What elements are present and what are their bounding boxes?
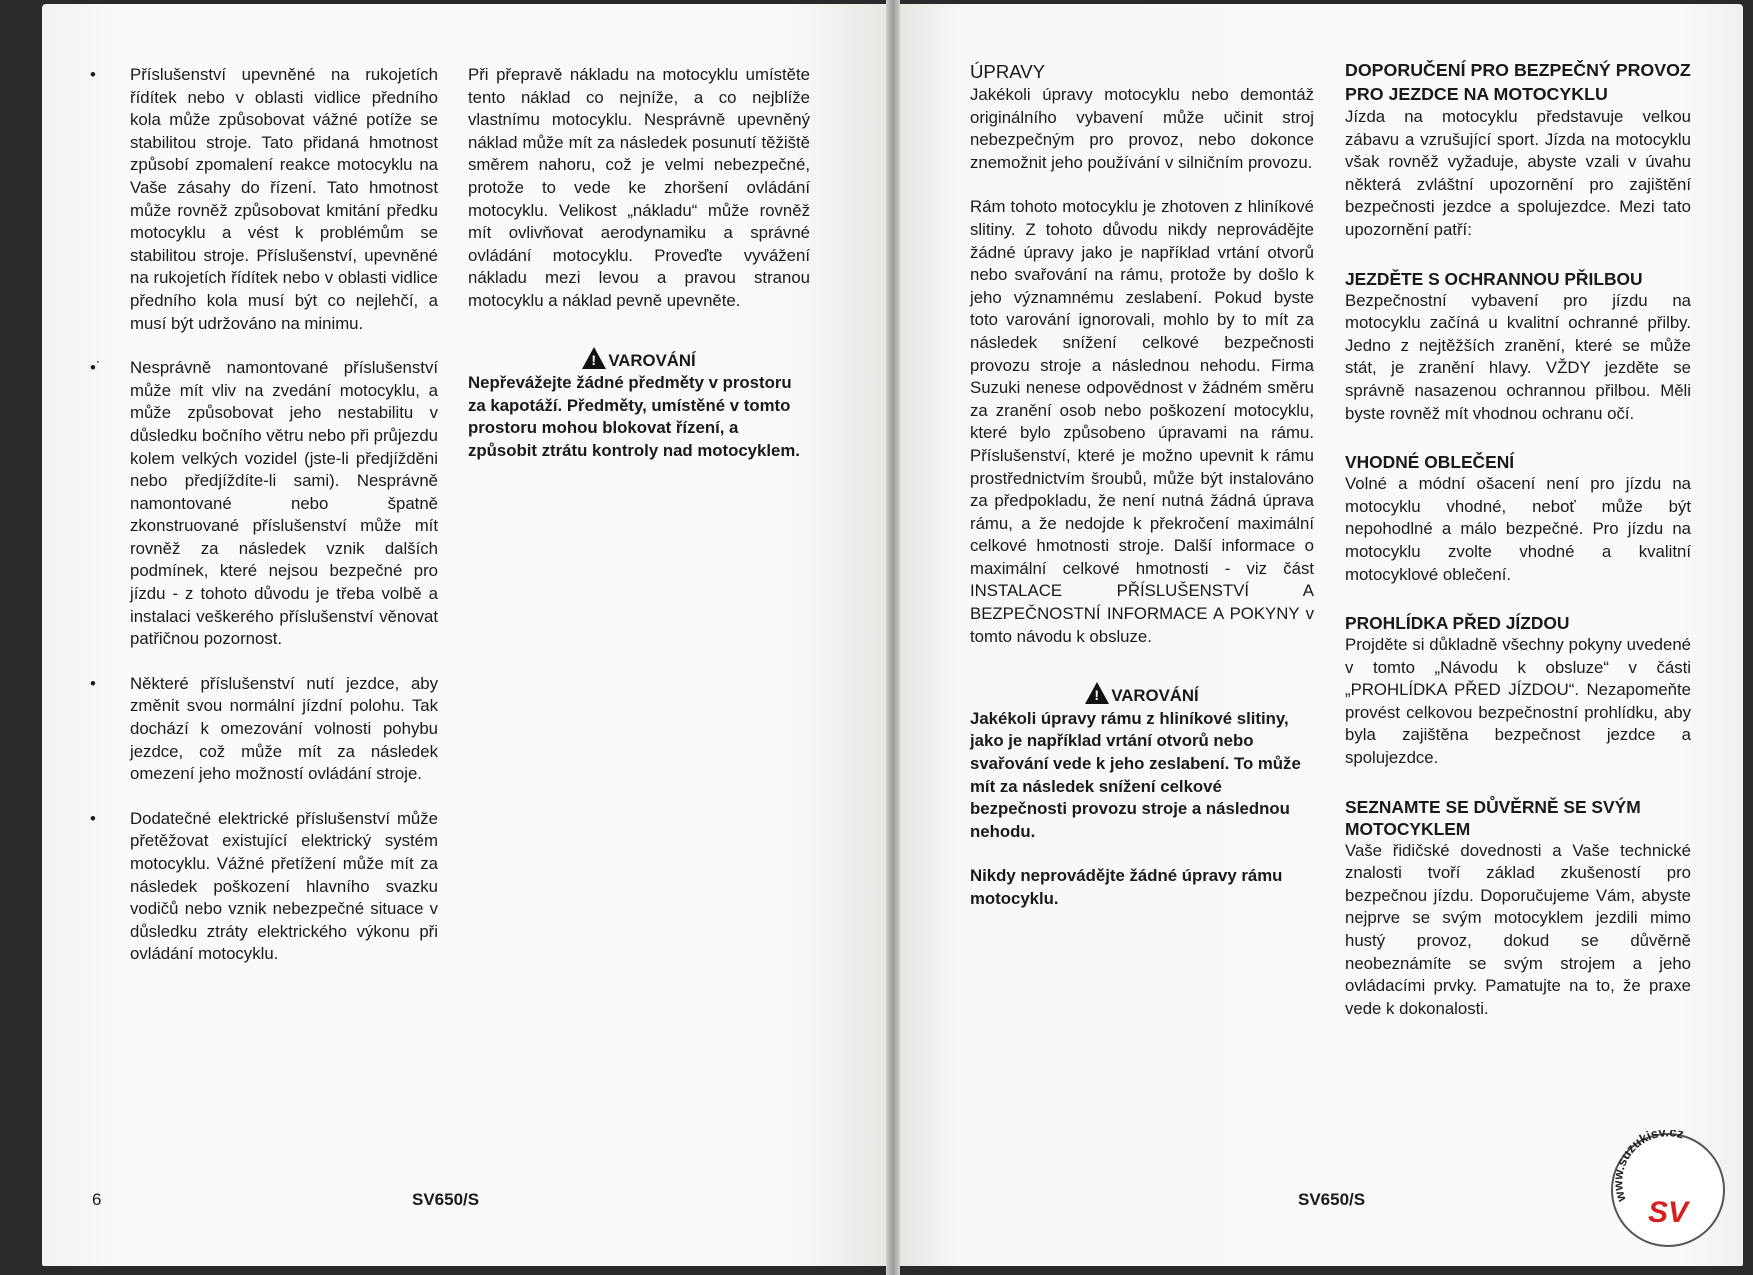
modifications-intro: Jakékoli úpravy motocyklu nebo demontáž originálního vybavení může učinit stroj nebezpečným pro provoz, nebo dokonce znemožnit jeho používání v silničním provozu. [970, 85, 1314, 172]
left-col-1 [90, 64, 438, 988]
riding-intro: Jízda na motocyklu představuje velkou zábavu a vzrušující sport. Jízda na motocyklu však rovněž vyžaduje, abyste vzali v úvahu některá zvláštní upozornění pro zajištění bezpečnosti jezdce a spolujezdce. Mezi tato upozornění patří: [1345, 107, 1691, 239]
subsection-heading: PROHLÍDKA PŘED JÍZDOU [1345, 613, 1570, 634]
section-heading: ÚPRAVY [970, 61, 1046, 82]
bullet-item [90, 64, 438, 335]
watermark-logo-icon [1608, 1130, 1728, 1250]
warning-heading [468, 347, 810, 373]
warning-text: Jakékoli úpravy rámu z hliníkové slitiny, jako je například vrtání otvorů nebo svařování vede k jeho zeslabení. To může mít za následek snížení celkové bezpečnosti provozu stroje a následnou nehodu. [970, 708, 1301, 841]
model-footer-left: SV650/S [412, 1190, 480, 1209]
svg-text:SV: SV [1647, 1196, 1689, 1229]
bullet-mark: • [90, 65, 96, 84]
warning-text: Nikdy neprovádějte žádné úpravy rámu motocyklu. [970, 866, 1283, 908]
left-col-2 [468, 64, 810, 463]
svg-text:www.suzukisv.cz: www.suzukisv.cz [1610, 1130, 1686, 1204]
suzukisv-watermark [1608, 1130, 1728, 1250]
bullet-item [90, 357, 438, 651]
warning-heading [970, 682, 1314, 708]
subsection-text: Bezpečnostní vybavení pro jízdu na motocyklu začíná u kvalitní ochranné přilby. Jedno z nejtěžších zranění, které se může stát, je zranění hlavy. VŽDY jezděte se správně nasazenou ochrannou přilbou. Měli byste rovněž mít vhodnou ochranu očí. [1345, 290, 1691, 423]
right-col-1 [970, 60, 1314, 911]
warning-triangle-icon [1085, 682, 1109, 704]
book-gutter [886, 0, 900, 1275]
bullet-mark: •˙ [90, 358, 102, 378]
bullet-mark: • [90, 673, 96, 693]
section-heading: DOPORUČENÍ PRO BEZPEČNÝ PROVOZ PRO JEZDCE NA MOTOCYKLU [1345, 60, 1691, 104]
subsection-heading: VHODNÉ OBLEČENÍ [1345, 452, 1515, 473]
warning-text: Nepřevážejte žádné předměty v prostoru za kapotáží. Předměty, umístěné v tomto prostoru mohou blokovat řízení, a způsobit ztrátu kontroly nad motocyklem. [468, 373, 800, 460]
bullet-text: Příslušenství upevněné na rukojetích řídítek nebo v oblasti vidlice předního kola může způsobovat vážné potíže se stabilitou stroje. Tato přidaná hmotnost způsobí zpomalení reakce motocyklu na Vaše zásahy do řízení. Tato hmotnost může rovněž způsobovat kmitání předku motocyklu a vést k problémům se stabilitou stroje. Příslušenství, upevněné na rukojetích řídítek nebo v oblasti vidlice předního kola musí být co nejlehčí, a musí být udržováno na minimu. [130, 65, 438, 333]
subsection-text: Vaše řidičské dovednosti a Vaše technické znalosti tvoří základ zkušeností pro bezpečnou jízdu. Doporučujeme Vám, abyste nejprve se svým motocyklem jezdili mimo hustý provoz, dokud se důvěrně neobeznámíte se svým strojem a jeho ovládacími prvky. Pamatujte na to, že praxe vede k dokonalosti. [1345, 840, 1691, 1018]
warning-title-text: VAROVÁNÍ [608, 350, 696, 370]
page-number-left: 6 [92, 1190, 102, 1209]
warning-title-text: VAROVÁNÍ [1111, 686, 1199, 706]
cargo-paragraph: Při přepravě nákladu na motocyklu umístěte tento náklad co nejníže, a co nejblíže vlastnímu motocyklu. Nesprávně upevněný náklad může mít za následek posunutí těžiště směrem nahoru, což je velmi nebezpečné, protože to vede ke zhoršení ovládání motocyklu. Velikost „nákladu“ může rovněž mít ovlivňovat aerodynamiku a správné ovládání motocyklu. Proveďte vyvážení nákladu mezi levou a pravou stranou motocyklu a náklad pevně upevněte. [468, 65, 810, 310]
model-footer-right: SV650/S [1298, 1190, 1366, 1209]
subsection-text: Volné a módní ošacení není pro jízdu na motocyklu vhodné, neboť může být nepohodlné a málo bezpečné. Pro jízdu na motocyklu zvolte vhodné a kvalitní motocyklové oblečení. [1345, 474, 1691, 584]
bullet-item [90, 808, 438, 966]
subsection-text: Projděte si důkladně všechny pokyny uvedené v tomto „Návodu k obsluze“ v části „PROHLÍDKA PŘED JÍZDOU“. Nezapomeňte provést celkovou bezpečnostní prohlídku, aby byla zajištěna bezpečnost jezdce a spolujezdce. [1345, 635, 1691, 768]
frame-paragraph: Rám tohoto motocyklu je zhotoven z hliníkové slitiny. Z tohoto důvodu nikdy neprovádějte žádné úpravy jako je například vrtání otvorů nebo svařování na rámu, protože by došlo k jeho významnému zeslabení. Pokud byste toto varování ignorovali, mohlo by to mít za následek snížení celkové bezpečnosti provozu stroje a následnou nehodu. Firma Suzuki nenese odpovědnost v žádném směru za zranění osob nebo poškození motocyklu, které bylo způsobeno úpravami na rámu. Příslušenství, které je možno upevnit k rámu prostřednictvím šroubů, může být instalováno za předpokladu, že není nutná žádná úprava rámu, a že nedojde k překročení maximální celkové hmotnosti stroje. Další informace o maximální celkové hmotnosti - viz část INSTALACE PŘÍSLUŠENSTVÍ A BEZPEČNOSTNÍ INFORMACE A POKYNY v tomto návodu k obsluze. [970, 197, 1314, 646]
warning-triangle-icon [582, 347, 606, 369]
bullet-text: Nesprávně namontované příslušenství může mít vliv na zvedání motocyklu, a může způsobovat jeho nestabilitu v důsledku bočního větru nebo při průjezdu kolem velkých vozidel (jste-li předjížděni nebo předjíždíte-li sami). Nesprávně namontované nebo špatně zkonstruované příslušenství může mít rovněž za následek vznik dalších podmínek, které nejsou bezpečné pro jízdu - z tohoto důvodu je třeba volbě a instalaci veškerého příslušenství věnovat patřičnou pozornost. [130, 358, 438, 649]
subsection-heading: SEZNAMTE SE DŮVĚRNĚ SE SVÝM MOTOCYKLEM [1345, 796, 1641, 839]
bullet-mark: • [90, 808, 96, 828]
bullet-item [90, 673, 438, 786]
bullet-text: Dodatečné elektrické příslušenství může přetěžovat existující elektrický systém motocyklu. Vážné přetížení může mít za následek poškození hlavního svazku vodičů nebo vznik nebezpečné situace v důsledku ztráty elektrického výkonu při ovládání motocyklu. [130, 808, 438, 964]
bullet-text: Některé příslušenství nutí jezdce, aby změnit svou normální jízdní polohu. Tak dochází k omezování volnosti pohybu jezdce, což může mít za následek omezení jeho možností ovládání stroje. [130, 673, 438, 784]
right-col-2 [1345, 58, 1691, 1020]
subsection-heading: JEZDĚTE S OCHRANNOU PŘILBOU [1345, 268, 1643, 289]
